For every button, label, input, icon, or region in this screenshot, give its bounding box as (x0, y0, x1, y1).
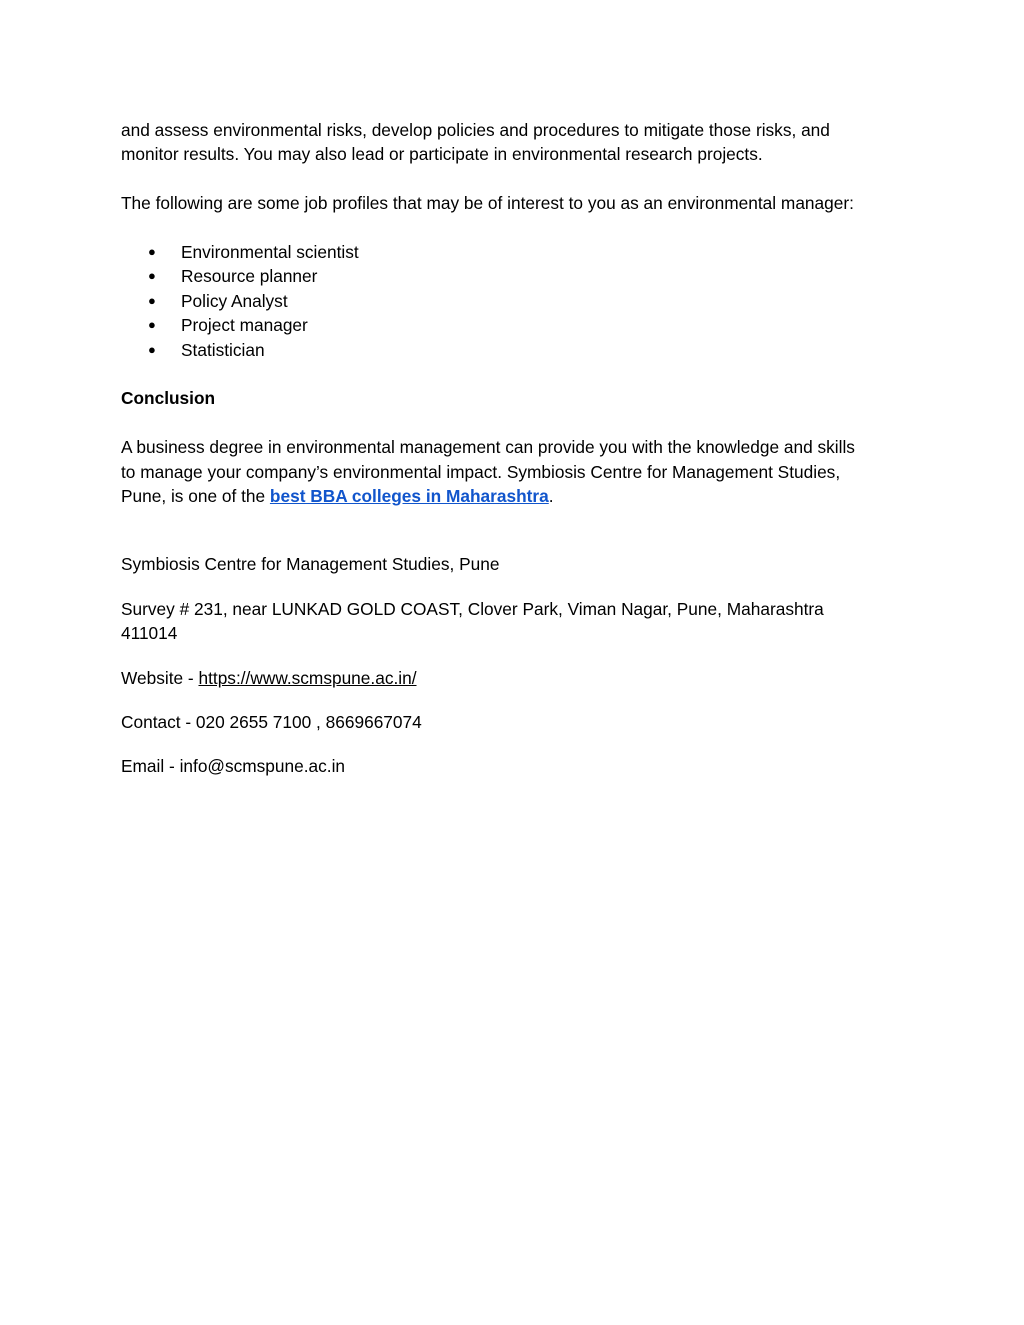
list-item (121, 264, 911, 288)
bullet-icon: ● (148, 317, 156, 333)
bba-colleges-link[interactable]: best BBA colleges in Maharashtra (269, 486, 549, 507)
document-page (121, 118, 911, 779)
bullet-icon: ● (148, 268, 156, 284)
list-item-label: Resource planner (181, 266, 318, 287)
job-profiles-list (121, 240, 911, 362)
intro-paragraph (121, 118, 911, 167)
address-line-1: Survey # 231, near LUNKAD GOLD COAST, Clover Park, Viman Nagar, Pune, Maharashtra (121, 598, 824, 619)
profiles-intro: The following are some job profiles that may be of interest to you as an environmental manager: (121, 193, 854, 214)
website-label: Website - (121, 667, 199, 688)
website-link[interactable]: https://www.scmspune.ac.in/ (198, 667, 417, 688)
list-item (121, 289, 911, 313)
list-item (121, 240, 911, 264)
list-item-label: Statistician (181, 339, 265, 360)
list-item-label: Project manager (181, 315, 308, 336)
conclusion-line-2: to manage your company’s environmental impact. Symbiosis Centre for Management Studies, (121, 461, 841, 482)
intro-line-2: monitor results. You may also lead or participate in environmental research projects. (121, 144, 763, 165)
conclusion-line-3-prefix: Pune, is one of the (121, 486, 270, 507)
email-line: Email - info@scmspune.ac.in (121, 756, 346, 777)
list-item-label: Environmental scientist (181, 242, 359, 262)
institute-name: Symbiosis Centre for Management Studies, Pune (121, 554, 500, 575)
conclusion-heading: Conclusion (121, 388, 216, 409)
list-item (121, 313, 911, 337)
bullet-icon: ● (148, 292, 156, 308)
list-item (121, 338, 911, 362)
conclusion-paragraph (121, 435, 911, 508)
conclusion-line-3-suffix: . (548, 486, 554, 507)
intro-line-1: and assess environmental risks, develop policies and procedures to mitigate those risks, and (121, 120, 830, 140)
address (121, 597, 911, 646)
bullet-icon: ● (148, 244, 156, 259)
contact-line: Contact - 020 2655 7100 , 8669667074 (121, 712, 422, 733)
list-item-label: Policy Analyst (181, 290, 288, 311)
bullet-icon: ● (148, 341, 156, 357)
website-line (121, 666, 911, 690)
conclusion-line-1: A business degree in environmental management can provide you with the knowledge and skills (121, 437, 855, 458)
address-line-2: 411014 (121, 623, 178, 644)
